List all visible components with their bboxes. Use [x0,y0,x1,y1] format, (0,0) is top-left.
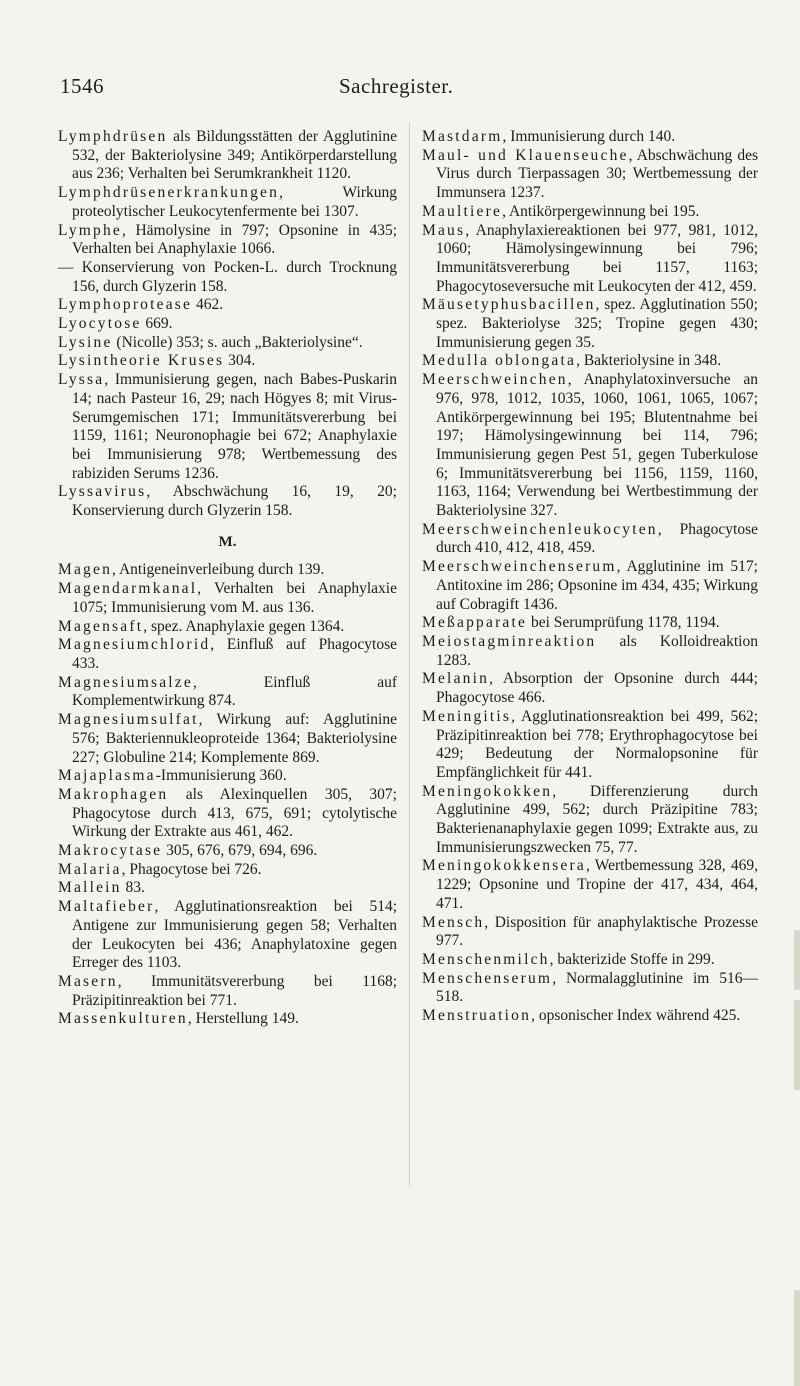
index-entry [422,521,758,558]
index-entry [58,842,397,861]
index-references: , opsonischer Index während 425. [531,1007,741,1025]
index-term: Magen [58,561,113,579]
index-entry [58,128,397,184]
index-term: Lysintheorie Kruses [58,352,225,370]
index-entry [422,222,758,297]
index-references: 304. [224,352,256,370]
index-entry [422,296,758,352]
index-references: , Phagocytose bei 726. [121,860,262,878]
index-term: Medulla oblongata [422,352,577,370]
index-term: Massenkulturen [58,1010,188,1028]
index-references: , Immunisierung durch 140. [502,128,676,145]
index-term: Meerschweinchenserum [422,558,617,576]
index-entry [422,970,758,1007]
index-term: Menstruation [422,1007,532,1025]
index-references: , spez. Agglutination 550; spez. Bakteriolyse 325; Tropine gegen 430; Immunisierung gegen 35. [436,296,758,351]
index-entry [422,670,758,707]
index-term: Lymphdrüsenerkrankungen [58,184,280,202]
index-term: Makrophagen [58,785,169,803]
index-entry [422,951,758,970]
index-references: , Herstellung 149. [187,1010,299,1028]
index-entry [422,857,758,913]
index-references: , Disposition für anaphylaktische Prozesse 977. [436,913,758,950]
index-term: Lymphdrüsen [58,128,168,145]
index-entry [422,1007,758,1026]
index-entry [422,352,758,371]
index-references: , Differenzierung durch Agglutinine 499, 562; durch Präzipitine 783; Bakterienanaphylaxie gegen 1099; Extrakte aus, zu Immunisierungszwecken 75, 77. [436,782,758,856]
index-entry [422,147,758,203]
page-edge-mark [794,1290,800,1386]
index-term: Mäusetyphusbacillen [422,296,596,314]
index-references: , Bakteriolysine in 348. [576,352,722,370]
index-entry [422,708,758,783]
index-term: Meningokokkensera [422,857,586,875]
page-number: 1546 [60,74,104,98]
index-entry [58,618,397,637]
index-term: Magnesiumsalze [58,673,193,691]
index-entry [58,674,397,711]
index-entry [422,633,758,670]
index-term: Lysine [58,333,113,351]
index-references: 462. [192,296,224,314]
index-entry [58,861,397,880]
index-entry [58,973,397,1010]
index-references: als Alexinquellen 305, 307; Phagocytose durch 413, 675, 691; cytolytische Wirkung der Extrakte aus 461, 462. [72,785,397,841]
index-term: Lyssa [58,371,105,389]
index-references: -Immunisierung 360. [155,767,287,785]
index-references: 83. [121,879,145,897]
index-term: Meerschweinchen [422,371,568,389]
index-references: , Agglutinine im 517; Antitoxine im 286; Opsonine im 434, 435; Wirkung auf Cobragift 1436. [436,558,758,613]
index-term: Mallein [58,879,122,897]
index-term: Lyssavirus [58,483,147,501]
index-entry [58,786,397,842]
index-term: Magnesiumsulfat [58,711,199,729]
page-edge-mark [794,1000,800,1090]
index-references: , Einfluß auf Komplementwirkung 874. [72,673,397,710]
index-entry [58,483,397,520]
index-entry [422,614,758,633]
index-term: Malaria [58,860,122,878]
index-references: , Absorption der Opsonine durch 444; Phagocytose 466. [436,670,758,707]
index-term: Maul- und Klauenseuche [422,146,629,164]
index-term: Menschenserum [422,969,553,987]
index-entry [58,879,397,898]
index-entry [58,898,397,973]
index-term: Lymphe [58,221,122,239]
index-entry [58,636,397,673]
index-entry [422,783,758,858]
index-references: , Abschwächung 16, 19, 20; Konservierung durch Glyzerin 158. [72,483,397,520]
index-references: 305, 676, 679, 694, 696. [162,842,318,860]
index-term: Magensaft [58,617,144,635]
index-references: 669. [141,315,173,333]
index-references: , Phagocytose durch 410, 412, 418, 459. [436,520,758,557]
index-term: Meerschweinchenleukocyten [422,520,658,538]
index-term: Melanin [422,670,490,688]
index-term: Lyocytose [58,315,142,333]
index-references: , bakterizide Stoffe in 299. [549,950,715,968]
index-references: als Kolloidreaktion 1283. [436,632,758,669]
left-column [58,128,397,1029]
index-references: , Wirkung auf: Agglutinine 576; Bakteriennukleoproteide 1364; Bakteriolysine 227; Globuline 214; Komplemente 869. [72,711,397,766]
index-references: , Normalagglutinine im 516—518. [436,969,758,1006]
index-references: , Anaphylatoxinversuche an 976, 978, 1012, 1035, 1060, 1061, 1065, 1067; Antikörpergewinnung bei 195; Blutentnahme bei 197; Hämolysingewinnung bei 114, 796; Immunisierung gegen Pest 51, gegen Tuberkulose 6; Immunitätsvererbung bei 1156, 1159, 1160, 1163, 1164; Verwendung bei Wertbestimmung der Bakteriolysine 327. [436,371,758,520]
index-term: Menschenmilch [422,950,550,968]
index-term: Magnesiumchlorid [58,636,211,654]
index-entry [58,315,397,334]
index-references: , Agglutinationsreaktion bei 514; Antigene zur Immunisierung gegen 58; Verhalten der Leukocyten bei 436; Anaphylatoxine gegen Erreger des 1103. [72,898,397,972]
index-term: Lymphoprotease [58,296,193,314]
index-entry [58,767,397,786]
index-references: , Antikörpergewinnung bei 195. [502,202,700,220]
index-references: , Antigeneinverleibung durch 139. [112,561,325,579]
index-references: , Anaphylaxiereaktionen bei 977, 981, 1012, 1060; Hämolysingewinnung bei 796; Immunitätsvererbung bei 1157, 1163; Phagocytoseversuche mit Leukocyten der 412, 459. [436,221,758,295]
page-edge-mark [794,930,800,990]
index-entry [422,371,758,521]
index-term: Meßapparate [422,614,528,632]
index-references: , spez. Anaphylaxie gegen 1364. [143,617,345,635]
index-references: , Einfluß auf Phagocytose 433. [72,636,397,672]
index-entry [58,371,397,483]
index-term: Mensch [422,913,485,931]
index-entry [422,914,758,951]
index-entry [58,259,397,296]
index-term: Maus [422,221,466,239]
index-term: Majaplasma [58,767,156,785]
index-entry [58,296,397,315]
index-term: Meningokokken [422,782,553,800]
index-references: , Wertbemessung 328, 469, 1229; Opsonine und Tropine der 417, 434, 464, 471. [436,857,758,912]
index-references: , Immunitätsvererbung bei 1168; Präzipitinreaktion bei 771. [72,972,397,1009]
index-references: , Immunisierung gegen, nach Babes-Puskarin 14; nach Pasteur 16, 29; nach Högyes 8; mit Virus-Serumgemischen 171; Immunitätsvererbung bei 1159, 1161; Neuronophagie bei 672; Anaphylaxie bei Immunisierung 978; Wertbemessung des rabiziden Serums 1236. [72,371,397,482]
index-term: Magendarmkanal [58,580,198,598]
index-entry [58,1010,397,1029]
index-references: — Konservierung von Pocken-L. durch Trocknung 156, durch Glyzerin 158. [58,258,397,295]
index-entry [58,334,397,353]
index-entry [58,711,397,767]
index-references: , Agglutinationsreaktion bei 499, 562; Präzipitinreaktion bei 778; Erythrophagocytose bei 429; Bedeutung der Normalopsonine für Empfänglichkeit für 441. [436,707,758,781]
index-term: Mastdarm [422,128,503,145]
index-entry [58,561,397,580]
index-references: als Bildungsstätten der Agglutinine 532, der Bakteriolysine 349; Antikörperdarstellung aus 236; Verhalten bei Serumkrankheit 1120. [72,128,397,183]
running-head: Sachregister. [339,74,454,98]
index-term: Masern [58,972,118,990]
index-references: , Verhalten bei Anaphylaxie 1075; Immunisierung vom M. aus 136. [72,580,397,616]
index-entry [58,580,397,617]
index-references: , Hämolysine in 797; Opsonine in 435; Verhalten bei Anaphylaxie 1066. [72,221,397,258]
index-term: Meningitis [422,707,512,725]
index-term: Maultiere [422,202,503,220]
index-references: (Nicolle) 353; s. auch „Bakteriolysine“. [112,333,363,351]
index-term: Makrocytase [58,842,163,860]
index-references: bei Serumprüfung 1178, 1194. [527,614,720,632]
index-term: Meiostagminreaktion [422,632,597,650]
index-term: Maltafieber [58,898,155,916]
index-entry [58,352,397,371]
column-rule [409,122,410,1187]
index-entry [422,203,758,222]
right-column [422,128,758,1026]
index-entry [422,558,758,614]
index-entry [58,184,397,221]
section-heading: M. [218,533,237,550]
index-references: , Wirkung proteolytischer Leukocytenfermente bei 1307. [72,184,397,220]
index-references: , Abschwächung des Virus durch Tierpassagen 30; Wertbemessung der Immunsera 1237. [436,146,758,202]
index-entry [58,222,397,259]
index-entry [422,128,758,147]
